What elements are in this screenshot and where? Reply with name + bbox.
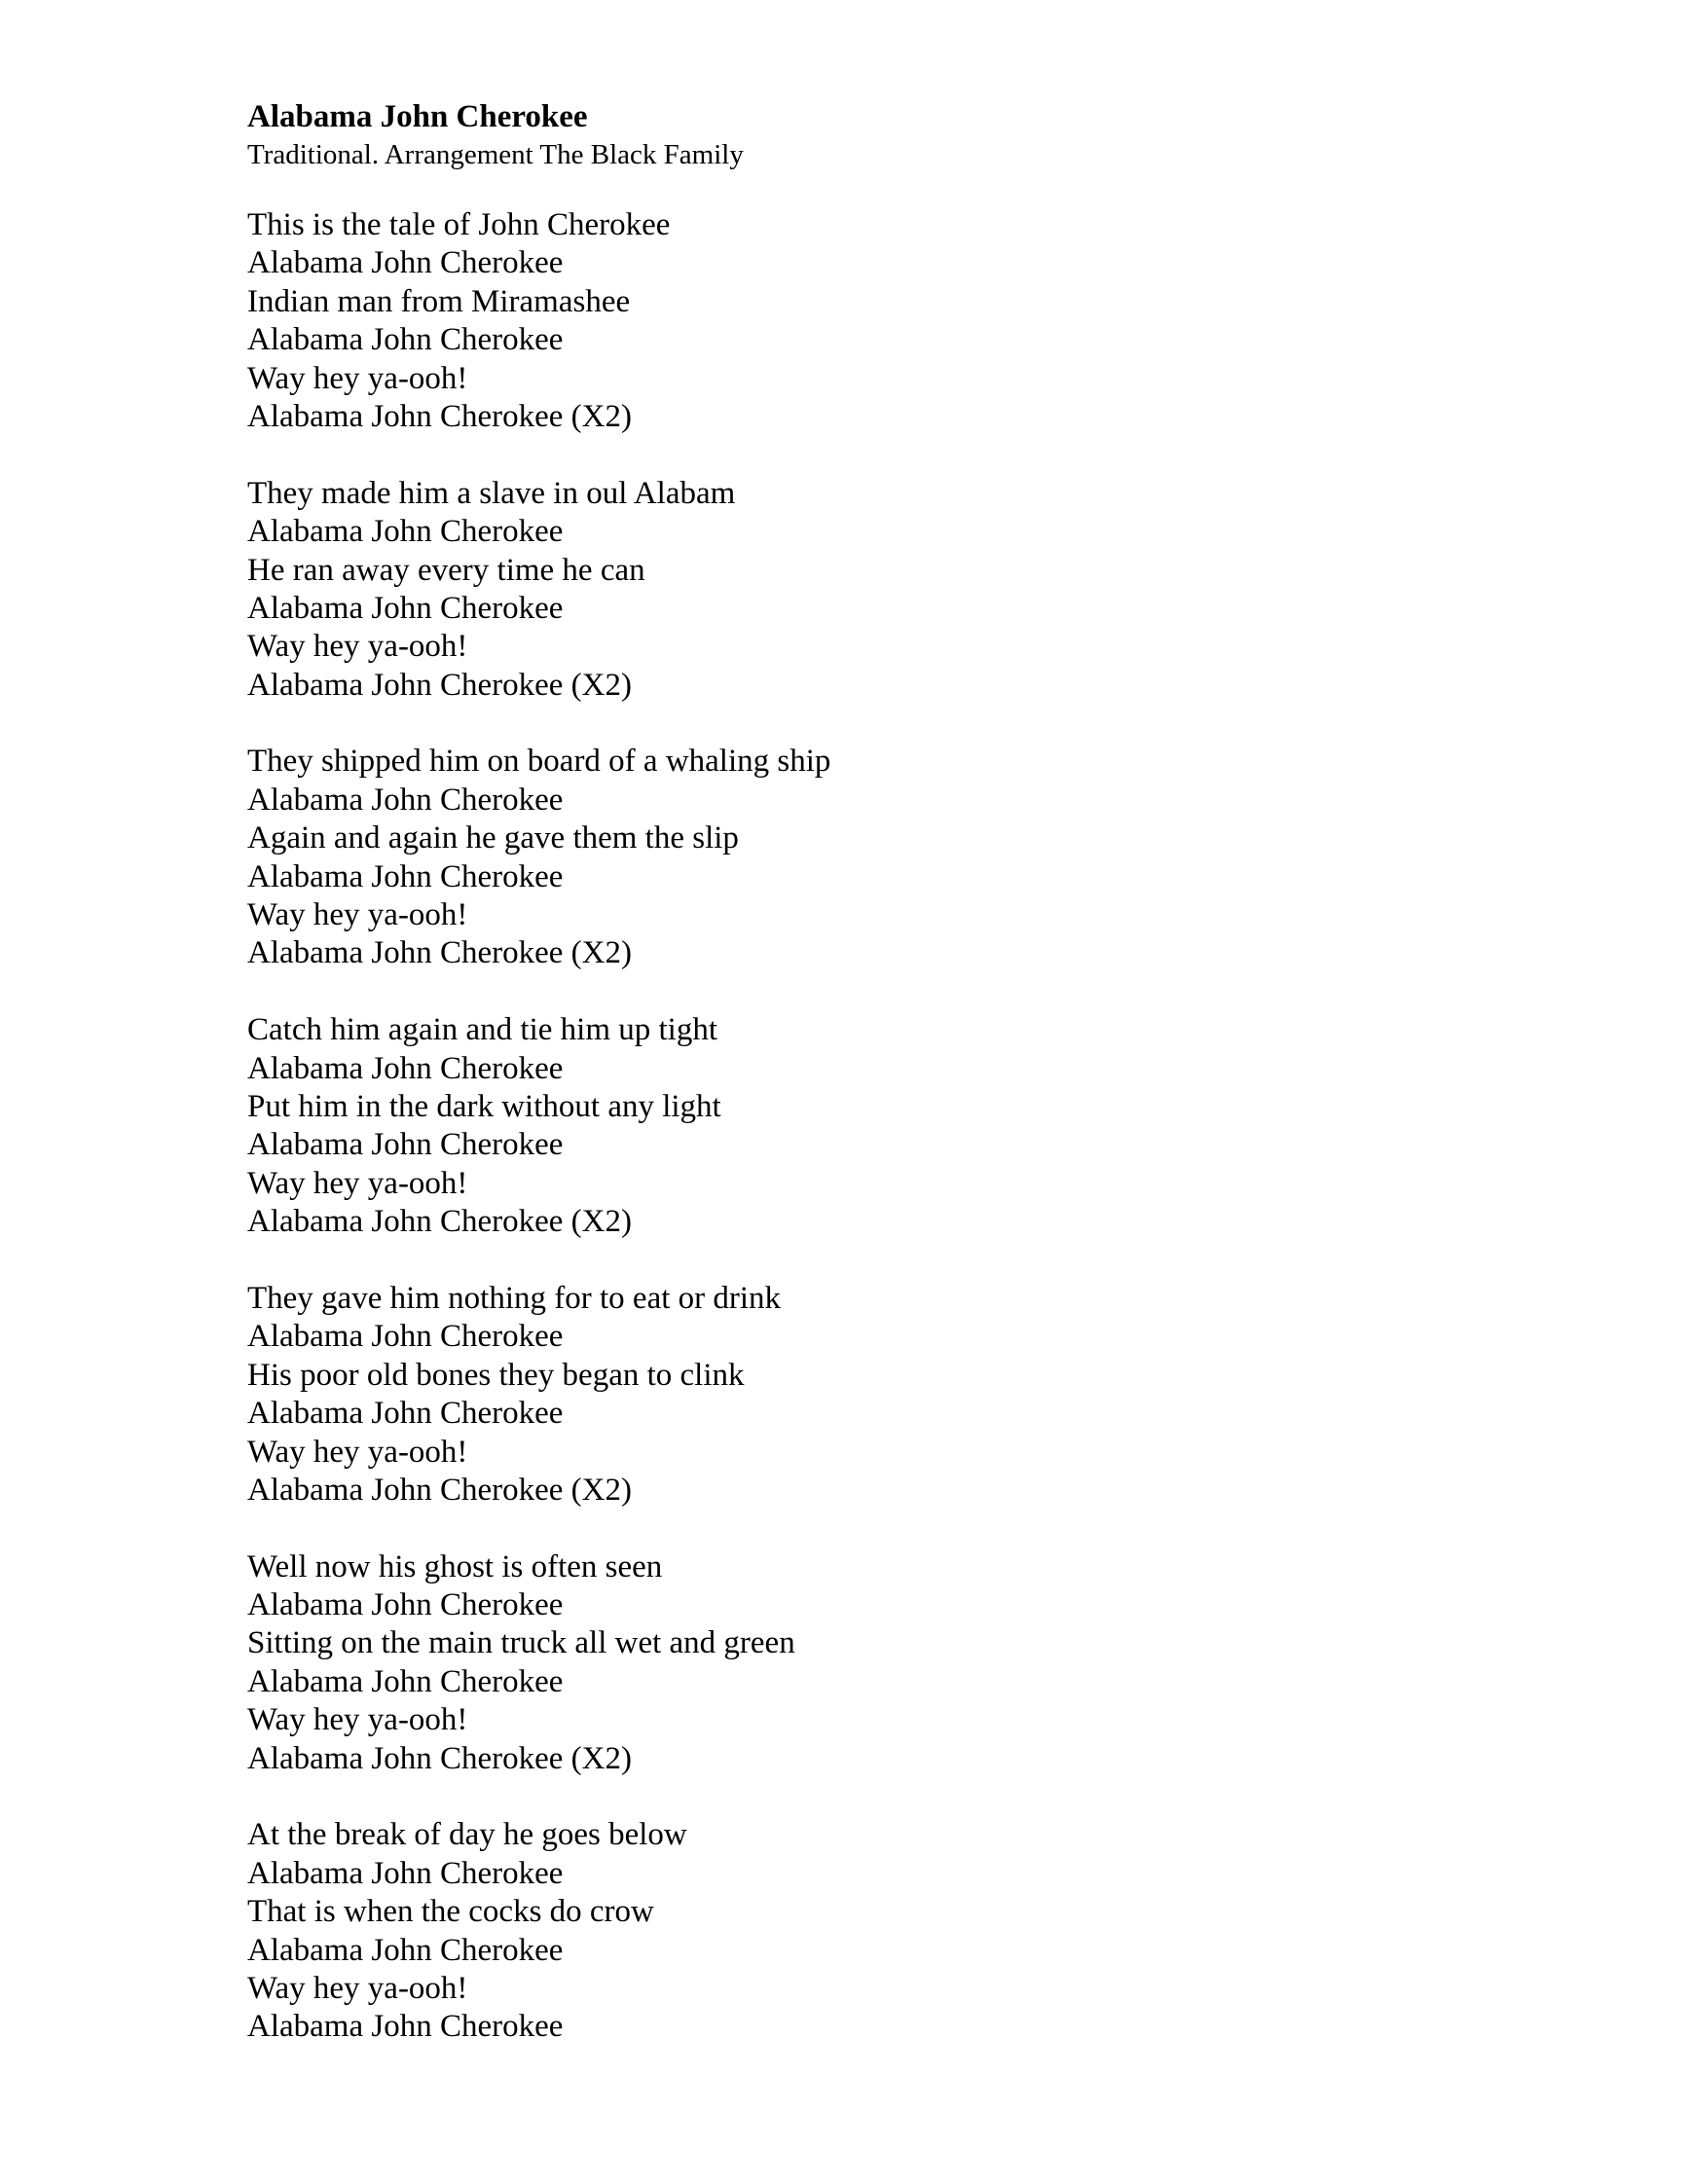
lyric-line: Alabama John Cherokee	[247, 1663, 564, 1699]
lyric-line: He ran away every time he can	[247, 552, 645, 588]
lyric-line: Way hey ya-ooh!	[247, 1165, 468, 1201]
lyric-line: Alabama John Cherokee	[247, 1855, 564, 1891]
lyric-line: Alabama John Cherokee (X2)	[247, 1472, 632, 1508]
verse-5	[247, 1280, 1415, 1510]
lyric-line: Alabama John Cherokee	[247, 1050, 564, 1086]
lyric-line: His poor old bones they began to clink	[247, 1357, 745, 1393]
lyric-line: Again and again he gave them the slip	[247, 820, 739, 856]
lyric-line: Alabama John Cherokee	[247, 2009, 564, 2045]
verse-2	[247, 475, 1415, 705]
song-title: Alabama John Cherokee	[247, 99, 588, 134]
lyric-line: Indian man from Miramashee	[247, 283, 631, 319]
lyric-line: They made him a slave in oul Alabam	[247, 475, 736, 511]
lyric-line: Alabama John Cherokee	[247, 858, 564, 894]
lyric-line: Alabama John Cherokee	[247, 1396, 564, 1432]
lyric-line: Alabama John Cherokee	[247, 1587, 564, 1623]
song-credit: Traditional. Arrangement The Black Family	[247, 139, 744, 170]
lyric-line: At the break of day he goes below	[247, 1817, 687, 1853]
verse-1	[247, 206, 1415, 436]
lyric-line: Alabama John Cherokee (X2)	[247, 1204, 632, 1240]
lyric-line: Way hey ya-ooh!	[247, 897, 468, 933]
verse-6	[247, 1548, 1415, 1778]
lyric-line: Catch him again and tie him up tight	[247, 1012, 717, 1048]
lyrics-body	[247, 206, 1415, 2085]
lyric-line: Alabama John Cherokee (X2)	[247, 1740, 632, 1776]
lyric-line: They gave him nothing for to eat or drink	[247, 1280, 782, 1316]
lyric-line: That is when the cocks do crow	[247, 1894, 654, 1930]
lyric-line: Sitting on the main truck all wet and green	[247, 1625, 795, 1661]
lyric-line: Alabama John Cherokee (X2)	[247, 667, 632, 703]
lyric-line: This is the tale of John Cherokee	[247, 207, 671, 242]
lyric-line: Way hey ya-ooh!	[247, 629, 468, 665]
lyric-line: Way hey ya-ooh!	[247, 1702, 468, 1738]
lyric-line: Way hey ya-ooh!	[247, 360, 468, 396]
lyric-line: Alabama John Cherokee (X2)	[247, 398, 632, 434]
lyric-line: Alabama John Cherokee	[247, 514, 564, 550]
lyric-line: Alabama John Cherokee	[247, 322, 564, 358]
lyric-line: Alabama John Cherokee	[247, 1319, 564, 1355]
lyric-line: Put him in the dark without any light	[247, 1088, 721, 1124]
lyric-line: They shipped him on board of a whaling ship	[247, 744, 831, 780]
lyric-line: Well now his ghost is often seen	[247, 1548, 663, 1584]
lyric-line: Alabama John Cherokee	[247, 1932, 564, 1968]
lyric-line: Way hey ya-ooh!	[247, 1434, 468, 1470]
verse-3	[247, 743, 1415, 972]
lyric-line: Alabama John Cherokee	[247, 590, 564, 626]
verse-7	[247, 1816, 1415, 2046]
verse-4	[247, 1011, 1415, 1241]
lyric-line: Alabama John Cherokee	[247, 1127, 564, 1163]
lyric-line: Alabama John Cherokee	[247, 245, 564, 281]
lyric-line: Way hey ya-ooh!	[247, 1970, 468, 2006]
lyric-line: Alabama John Cherokee (X2)	[247, 935, 632, 971]
lyric-line: Alabama John Cherokee	[247, 782, 564, 818]
